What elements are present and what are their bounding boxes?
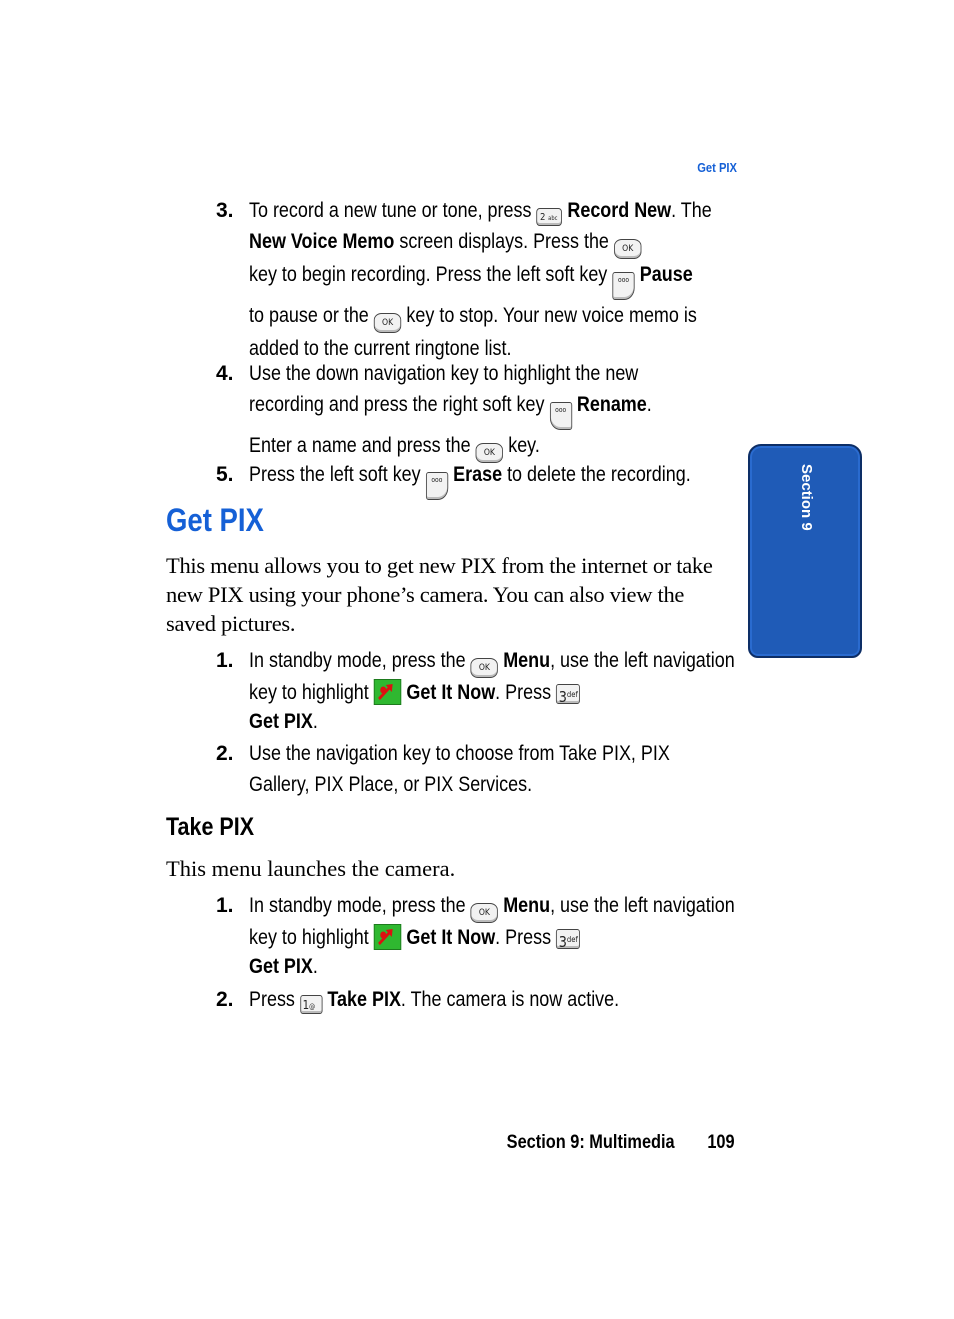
page-footer	[506, 1132, 735, 1154]
step-text: Use the navigation key to choose from Take PIX, PIX Gallery, PIX Place, or PIX Services.	[249, 742, 670, 796]
take-pix-intro: This menu launches the camera.	[166, 856, 456, 881]
get-pix-heading: Get PIX	[166, 502, 264, 538]
footer-section: Section 9: Multimedia	[506, 1132, 675, 1153]
step-number: 1.	[216, 649, 234, 672]
ok-key-icon: OK	[374, 313, 401, 333]
step-3-record-new	[216, 195, 746, 364]
step-text: Press the left soft key ooo Erase to delete the recording.	[249, 459, 745, 500]
key-2-icon: 2 abc	[537, 208, 563, 226]
step-number: 5.	[216, 463, 234, 486]
step-text: Use the down navigation key to highlight the new recording and press the right soft key ooo Rename. Enter a name and press the OK key.	[249, 358, 694, 463]
step-number: 2.	[216, 988, 234, 1011]
ok-key-icon: OK	[471, 903, 498, 923]
take-pix-heading: Take PIX	[166, 813, 255, 841]
get-pix-intro: This menu allows you to get new PIX from the internet or take new PIX using your phone’s camera. You can also view the saved pictures.	[166, 553, 713, 636]
left-soft-key-icon: ooo	[426, 472, 448, 500]
page-number: 109	[707, 1132, 735, 1153]
step-text: Press 1@ Take PIX. The camera is now active.	[249, 988, 620, 1012]
ok-key-icon: OK	[614, 239, 641, 259]
take-pix-step-2	[216, 984, 746, 1015]
step-5-erase	[216, 459, 746, 500]
get-pix-step-1	[216, 646, 746, 736]
step-text: To record a new tune or tone, press 2 abc Record New. The New Voice Memo screen displays. Press the OK key to begin recording. Press the left soft key ooo Pause to pause or the OK key to stop. Your new voice memo is added to the current ringtone list.	[249, 199, 712, 360]
get-it-now-icon	[374, 924, 401, 950]
step-text: In standby mode, press the OK Menu, use the left navigation key to highlight Get It Now. Press $3^{def}$ Get PIX.	[249, 894, 735, 978]
section-tab	[748, 444, 862, 658]
right-soft-key-icon: ooo	[550, 402, 572, 430]
get-pix-step-2	[216, 738, 746, 800]
step-text: In standby mode, press the OK Menu, use the left navigation key to highlight Get It Now. Press $3^{def}$ Get PIX.	[249, 649, 735, 733]
get-it-now-icon	[374, 679, 401, 705]
section-tab-label: Section 9	[798, 464, 815, 531]
key-1-icon: 1@	[300, 995, 322, 1014]
ok-key-icon: OK	[476, 443, 503, 463]
step-number: 3.	[216, 199, 234, 222]
running-head: Get PIX	[697, 160, 737, 175]
step-number: 2.	[216, 742, 234, 765]
step-number: 1.	[216, 894, 234, 917]
step-number: 4.	[216, 362, 234, 385]
step-4-rename	[216, 358, 746, 463]
ok-key-icon: OK	[471, 658, 498, 678]
take-pix-step-1	[216, 891, 746, 981]
key-3-icon: $3^{def}$	[556, 684, 580, 704]
key-3-icon: $3^{def}$	[556, 929, 580, 949]
left-soft-key-icon: ooo	[612, 272, 634, 300]
